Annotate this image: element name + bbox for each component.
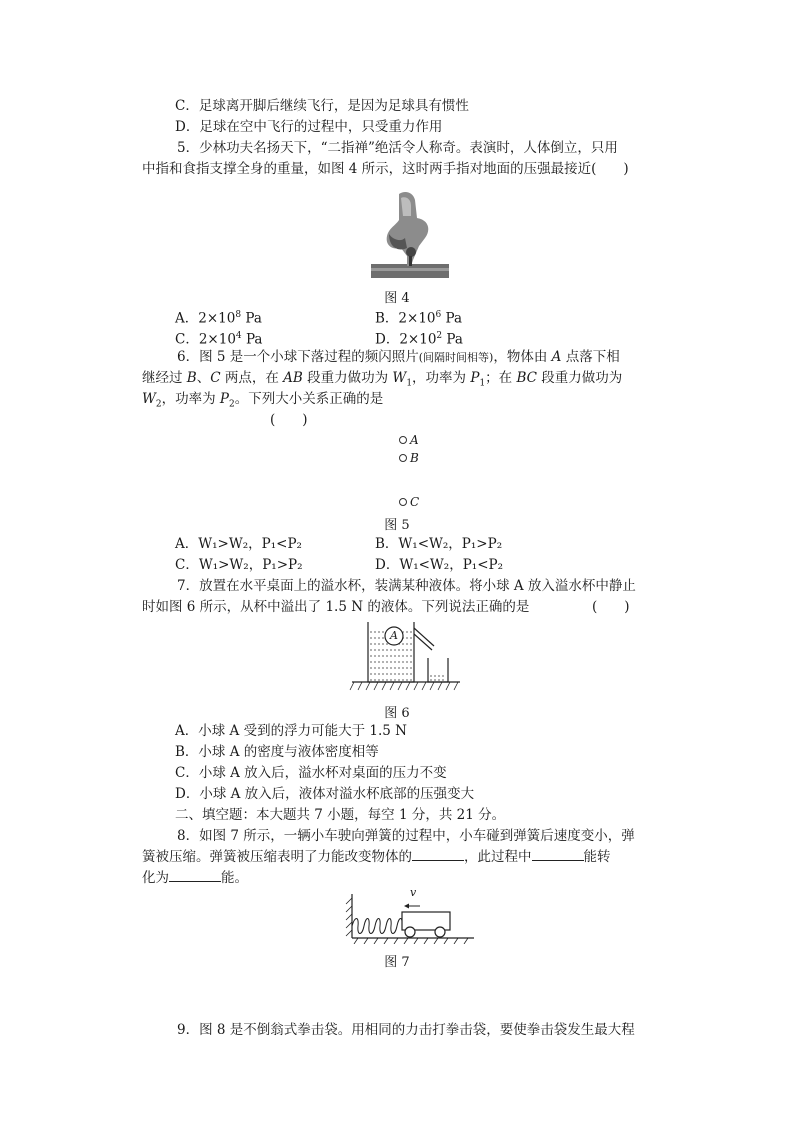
q8-blank-1[interactable] xyxy=(412,848,464,861)
q5-option-c: C．$2\times 10^4$ Pa xyxy=(175,331,263,348)
q9-stem-line1: 9．图 8 是不倒翁式拳击袋。用相同的力击打拳击袋，要使拳击袋发生最大程 xyxy=(177,1022,635,1038)
q4-option-c: C．足球离开脚后继续飞行，是因为足球具有惯性 xyxy=(175,98,469,114)
q7-option-c: C．小球 A 放入后，溢水杯对桌面的压力不变 xyxy=(175,765,447,781)
q5-stem-line1: 5．少林功夫名扬天下，“二指禅”绝活令人称奇。表演时，人体倒立，只用 xyxy=(177,140,618,156)
q8-stem-line3: 化为 能。 xyxy=(142,870,248,886)
figure-7-caption: 图 7 xyxy=(384,955,410,970)
point-b-label: B xyxy=(410,451,419,465)
ball-position-c xyxy=(400,499,407,506)
q5-stem-line2: 中指和食指支撑全身的重量，如图 4 所示，这时两手指对地面的压强最接近( ) xyxy=(142,161,629,177)
section-2-heading: 二、填空题：本大题共 7 小题，每空 1 分，共 21 分。 xyxy=(175,807,506,823)
q7-stem-line2: 时如图 6 所示，从杯中溢出了 1.5 N 的液体。下列说法正确的是 xyxy=(142,599,530,615)
cart-wheel-left xyxy=(405,927,415,937)
q8-stem-line2: 簧被压缩。弹簧被压缩表明了力能改变物体的 ，此过程中 能转 xyxy=(142,849,611,865)
spring xyxy=(352,919,402,934)
ball-a-label: A xyxy=(390,629,398,642)
ball-position-a xyxy=(400,437,407,444)
q5-option-b: B．$2\times 10^6$ Pa xyxy=(375,310,463,327)
q7-answer-paren: ( ) xyxy=(592,599,630,615)
q5-option-d: D．$2\times 10^2$ Pa xyxy=(375,331,463,348)
q5-option-a: A．$2\times 10^8$ Pa xyxy=(175,310,262,327)
ball-position-b xyxy=(400,455,407,462)
q7-option-b: B．小球 A 的密度与液体密度相等 xyxy=(175,744,379,760)
q7-option-d: D．小球 A 放入后，液体对溢水杯底部的压强变大 xyxy=(175,786,475,802)
figure-6-caption: 图 6 xyxy=(384,706,410,721)
q6-option-a: A．W₁>W₂，P₁<P₂ xyxy=(175,536,302,552)
figure-5-caption: 图 5 xyxy=(384,518,410,533)
q8-blank-3[interactable] xyxy=(169,869,221,882)
figure-7-spring-cart-diagram xyxy=(344,892,476,944)
q6-option-b: B．W₁<W₂，P₁>P₂ xyxy=(375,536,503,552)
figure-4-caption: 图 4 xyxy=(384,291,410,306)
point-c-label: C xyxy=(410,495,420,509)
q6-stem-line1: 6．图 5 是一个小球下落过程的频闪照片(间隔时间相等)，物体由 A 点落下相 xyxy=(177,349,620,365)
q4-option-d: D．足球在空中飞行的过程中，只受重力作用 xyxy=(175,119,443,135)
q8-blank-2[interactable] xyxy=(532,848,584,861)
q6-stem-line3: $W_2$，功率为 $P_2$。下列大小关系正确的是 xyxy=(142,391,384,410)
q6-option-c: C．W₁>W₂，P₁>P₂ xyxy=(175,557,303,573)
figure-6-overflow-cup-diagram xyxy=(348,618,463,694)
q8-stem-line1: 8．如图 7 所示，一辆小车驶向弹簧的过程中，小车碰到弹簧后速度变小，弹 xyxy=(177,828,635,844)
q7-option-a: A．小球 A 受到的浮力可能大于 1.5 N xyxy=(175,723,407,739)
velocity-label: v xyxy=(410,886,417,899)
point-a-label: A xyxy=(410,433,419,447)
q6-stem-line2: 继经过 B、C 两点，在 AB 段重力做功为 $W_1$，功率为 $P_1$；在 BC 段重力做功为 xyxy=(142,370,623,389)
cart-wheel-right xyxy=(435,927,445,937)
q7-stem-line1: 7．放置在水平桌面上的溢水杯，装满某种液体。将小球 A 放入溢水杯中静止 xyxy=(177,578,636,594)
figure-4-finger-stand-photo xyxy=(371,190,449,282)
q6-answer-paren: ( ) xyxy=(270,412,308,428)
q6-option-d: D．W₁<W₂，P₁<P₂ xyxy=(375,557,504,573)
